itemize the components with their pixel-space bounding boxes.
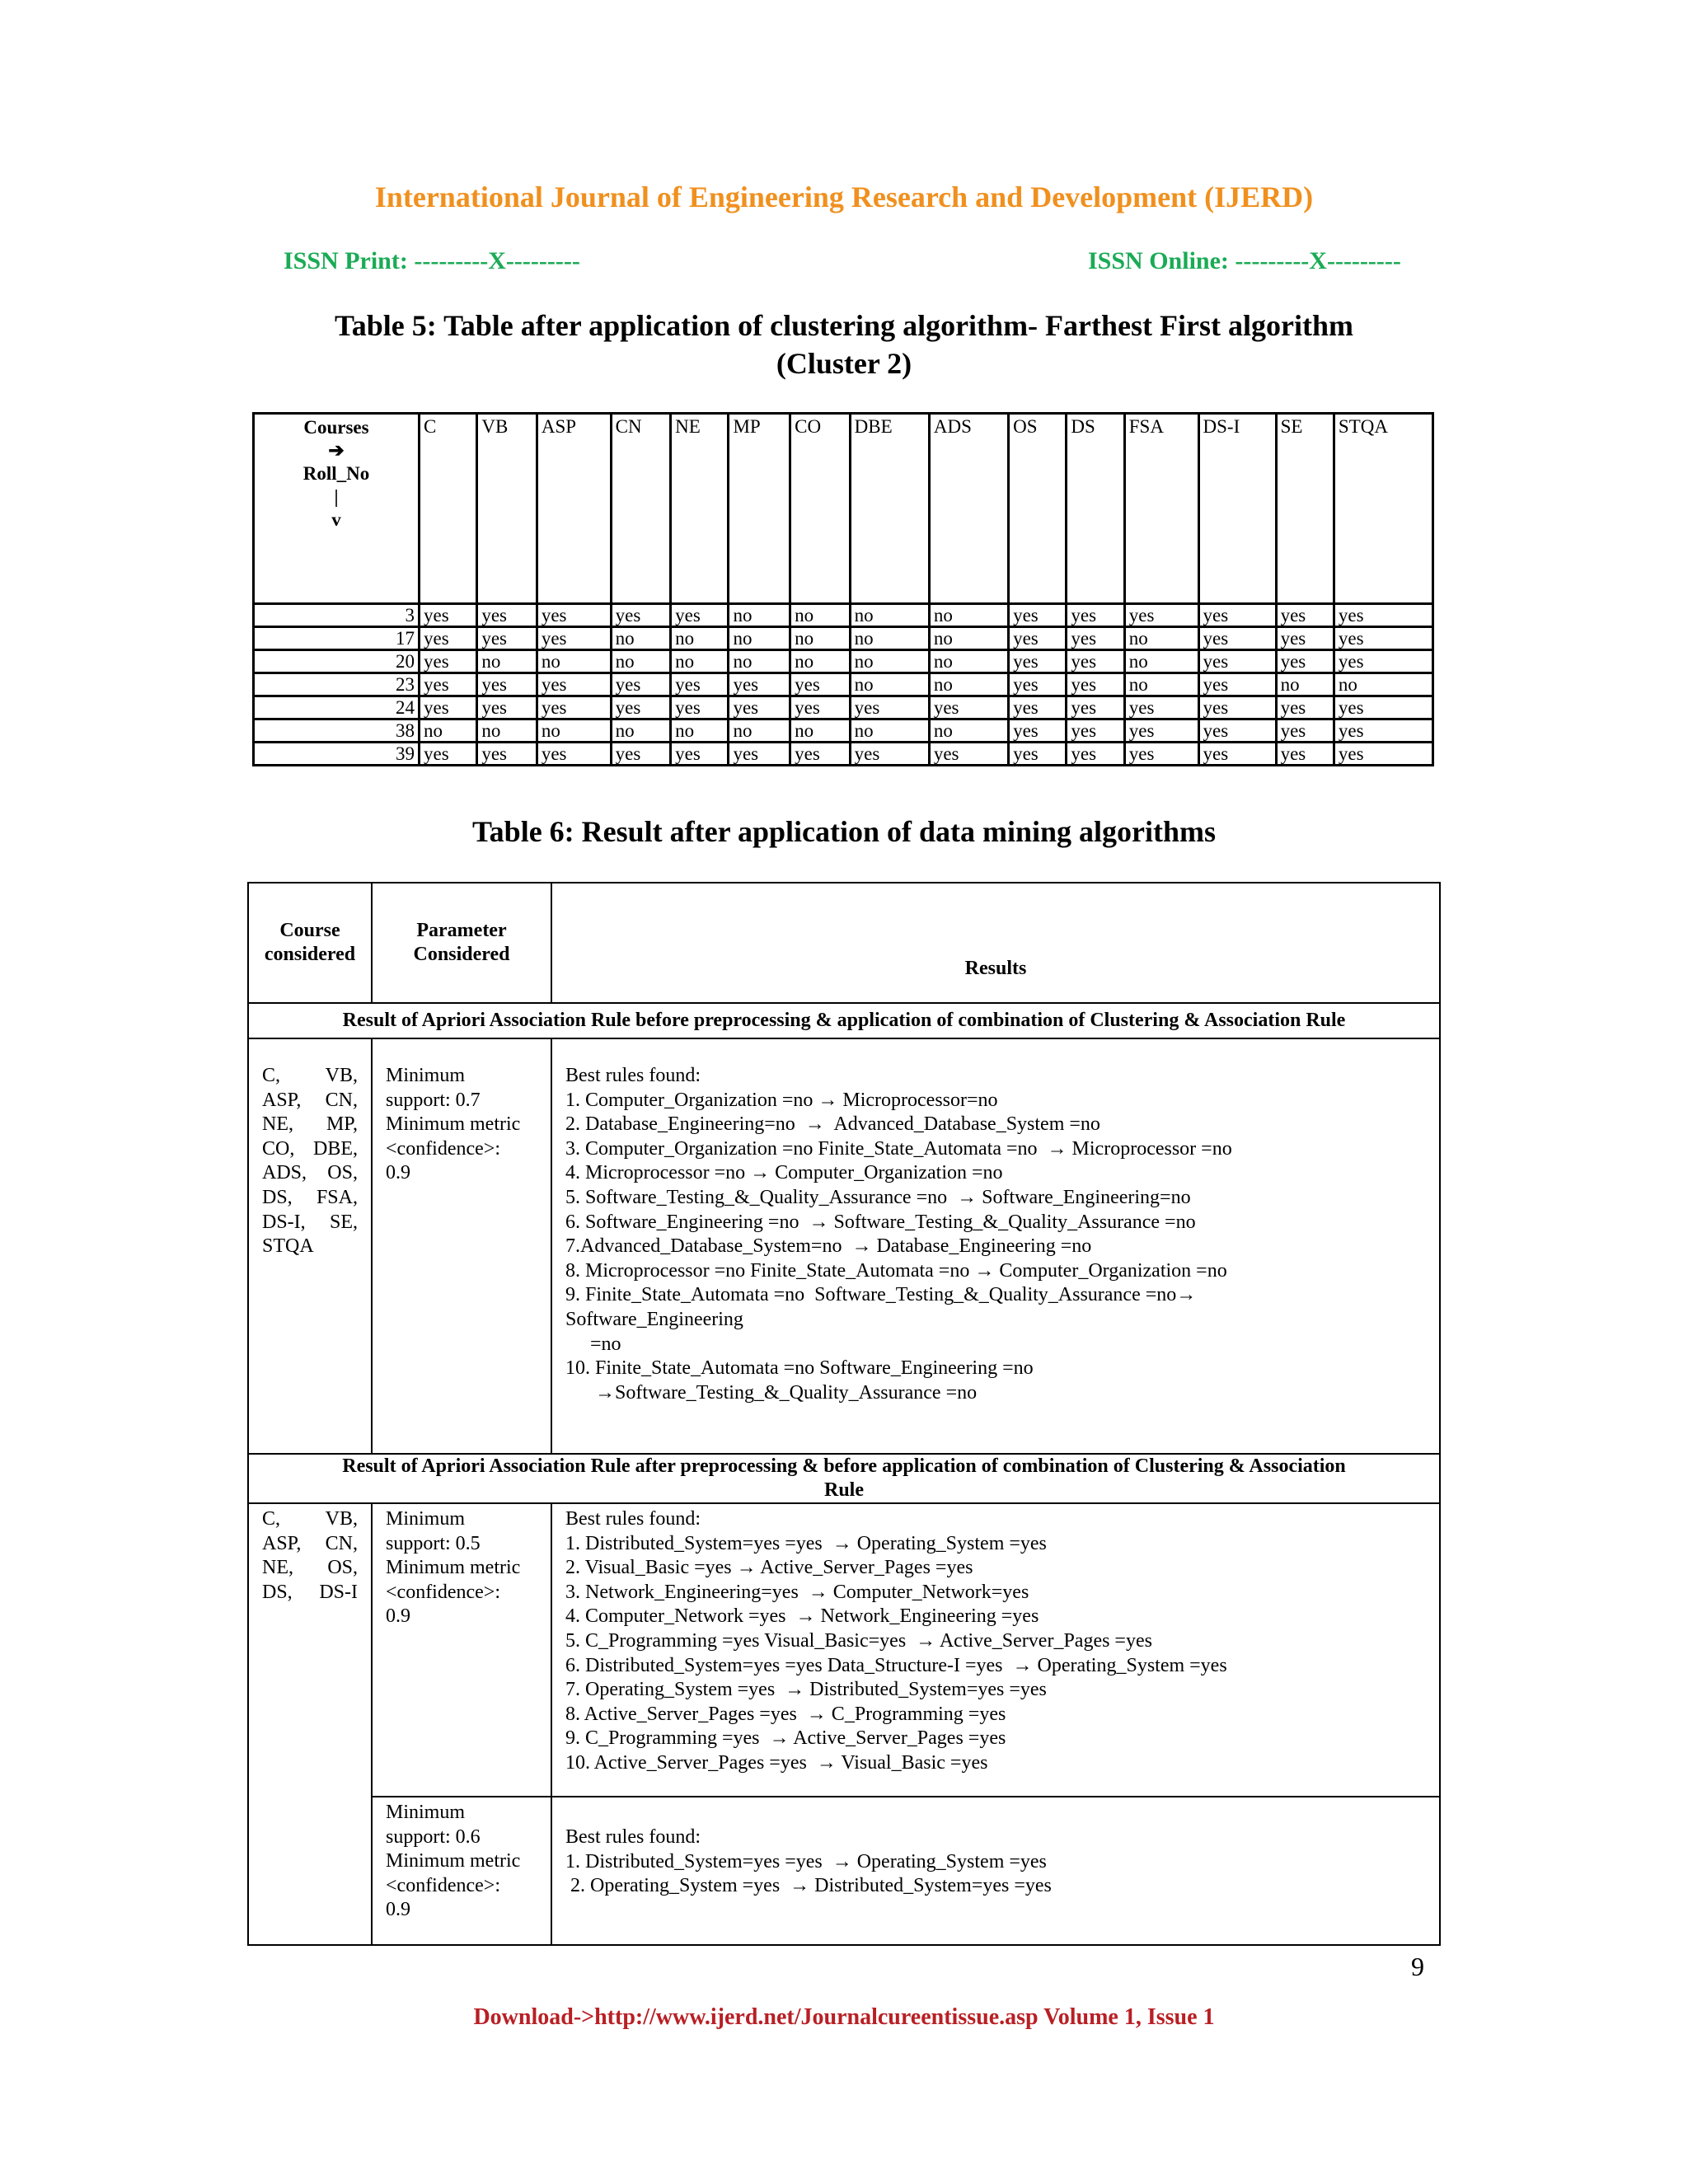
table-cell: no xyxy=(929,627,1008,650)
param-header-line2: Considered xyxy=(413,944,510,965)
section2-row-b xyxy=(248,1797,1440,1945)
table-cell: yes xyxy=(671,604,729,627)
table-cell: yes xyxy=(1198,673,1276,696)
table-cell: yes xyxy=(1067,650,1124,673)
table-cell: no xyxy=(477,650,537,673)
table-cell: no xyxy=(1124,673,1198,696)
section2-title-line2: Rule xyxy=(824,1479,864,1501)
table-cell: yes xyxy=(420,604,477,627)
text-line: <confidence>: xyxy=(386,1874,501,1896)
text-line: 7. Operating_System =yes → Distributed_System=yes =yes xyxy=(565,1679,1047,1701)
table-cell: yes xyxy=(1198,650,1276,673)
text-line: ADS, OS, xyxy=(262,1162,358,1184)
table-cell: no xyxy=(477,719,537,743)
table-cell: yes xyxy=(729,696,790,719)
text-line: Minimum xyxy=(386,1508,466,1530)
text-line: DS, DS-I xyxy=(262,1581,358,1603)
text-line: ASP, CN, xyxy=(262,1089,358,1111)
table-cell: yes xyxy=(850,696,929,719)
table5-col-header-ne: NE xyxy=(671,414,729,604)
param-header-line1: Parameter xyxy=(416,920,507,941)
table-cell: yes xyxy=(1067,673,1124,696)
table-cell: yes xyxy=(671,696,729,719)
table5-col-header-asp: ASP xyxy=(537,414,611,604)
table-cell: yes xyxy=(790,673,851,696)
table5-col-header-se: SE xyxy=(1276,414,1334,604)
text-line: Best rules found: xyxy=(565,1065,701,1086)
table-cell: yes xyxy=(1276,719,1334,743)
table-cell: yes xyxy=(1334,743,1432,766)
table-cell: yes xyxy=(477,673,537,696)
text-line: 1. Distributed_System=yes =yes → Operating_System =yes xyxy=(565,1532,1047,1554)
table-cell: no xyxy=(729,719,790,743)
section2-title-line1: Result of Apriori Association Rule after preprocessing & before application of combination of Clustering & Association xyxy=(342,1455,1346,1477)
text-line: 9. C_Programming =yes → Active_Server_Pages =yes xyxy=(565,1727,1006,1750)
course-considered-header xyxy=(248,883,372,1003)
table-cell: yes xyxy=(1276,650,1334,673)
table-cell: no xyxy=(929,650,1008,673)
section2-title xyxy=(248,1454,1440,1503)
text-line: Best rules found: xyxy=(565,1508,701,1530)
section2-results-a xyxy=(551,1503,1440,1797)
table-cell: no xyxy=(537,650,611,673)
arrow-right-icon: ➔ xyxy=(328,440,345,461)
table-cell: yes xyxy=(1276,627,1334,650)
section2-results-b xyxy=(551,1797,1440,1945)
roll-no-cell: 23 xyxy=(254,673,420,696)
table-row xyxy=(254,743,1433,766)
table-cell: no xyxy=(537,719,611,743)
table-cell: no xyxy=(929,604,1008,627)
table-cell: no xyxy=(611,719,671,743)
text-line: support: 0.6 xyxy=(386,1825,481,1848)
table-cell: no xyxy=(790,650,851,673)
section1-parameters xyxy=(372,1038,551,1454)
table-cell: yes xyxy=(1198,627,1276,650)
text-line: support: 0.7 xyxy=(386,1089,481,1111)
table-row xyxy=(254,627,1433,650)
table-cell: yes xyxy=(790,743,851,766)
table-cell: no xyxy=(729,604,790,627)
text-line: 10. Active_Server_Pages =yes → Visual_Basic =yes xyxy=(565,1751,988,1774)
table-cell: no xyxy=(790,604,851,627)
table-cell: yes xyxy=(420,650,477,673)
table-cell: yes xyxy=(1334,650,1432,673)
table-cell: yes xyxy=(477,696,537,719)
table-cell: no xyxy=(611,627,671,650)
table-cell: yes xyxy=(1198,696,1276,719)
text-line: 8. Microprocessor =no Finite_State_Automata =no → Computer_Organization =no xyxy=(565,1259,1227,1282)
table5-col-header-dbe: DBE xyxy=(850,414,929,604)
text-line: 2. Operating_System =yes → Distributed_System=yes =yes xyxy=(565,1875,1052,1897)
text-line: CO, DBE, xyxy=(262,1137,358,1160)
corner-roll-no-label: Roll_No xyxy=(302,463,370,484)
table-cell: no xyxy=(729,650,790,673)
table-cell: yes xyxy=(1124,696,1198,719)
table-cell: yes xyxy=(1334,719,1432,743)
table5-col-header-vb: VB xyxy=(477,414,537,604)
table-cell: no xyxy=(929,673,1008,696)
text-line: support: 0.5 xyxy=(386,1532,481,1554)
table-cell: yes xyxy=(611,696,671,719)
section1-courses xyxy=(248,1038,372,1454)
text-line: STQA xyxy=(262,1235,314,1258)
table-cell: yes xyxy=(1067,627,1124,650)
roll-no-cell: 17 xyxy=(254,627,420,650)
text-line: 2. Database_Engineering=no → Advanced_Database_System =no xyxy=(565,1113,1100,1136)
table6 xyxy=(247,882,1441,1946)
table-cell: yes xyxy=(1124,719,1198,743)
roll-no-cell: 24 xyxy=(254,696,420,719)
text-line: Minimum metric xyxy=(386,1557,521,1579)
text-line: 6. Distributed_System=yes =yes Data_Structure-I =yes → Operating_System =yes xyxy=(565,1654,1227,1676)
table-cell: yes xyxy=(537,627,611,650)
text-line: 7.Advanced_Database_System=no → Database_Engineering =no xyxy=(565,1235,1092,1258)
table-cell: yes xyxy=(477,627,537,650)
table-cell: yes xyxy=(1009,604,1067,627)
table-cell: yes xyxy=(929,696,1008,719)
table5-col-header-os: OS xyxy=(1009,414,1067,604)
table-cell: no xyxy=(929,719,1008,743)
text-line: 3. Computer_Organization =no Finite_State_Automata =no → Microprocessor =no xyxy=(565,1137,1232,1160)
table-cell: yes xyxy=(1067,719,1124,743)
table-cell: yes xyxy=(1334,696,1432,719)
table-cell: yes xyxy=(477,743,537,766)
table-cell: yes xyxy=(1009,627,1067,650)
table-cell: yes xyxy=(477,604,537,627)
table6-caption: Table 6: Result after application of data mining algorithms xyxy=(471,815,1217,848)
table-cell: yes xyxy=(729,743,790,766)
table-cell: yes xyxy=(1067,743,1124,766)
table5 xyxy=(252,412,1434,766)
corner-bar-glyph: | xyxy=(334,486,339,507)
table-cell: yes xyxy=(671,743,729,766)
table-cell: no xyxy=(850,673,929,696)
table-cell: yes xyxy=(1009,719,1067,743)
table-cell: yes xyxy=(1198,719,1276,743)
roll-no-cell: 3 xyxy=(254,604,420,627)
table-cell: yes xyxy=(1124,743,1198,766)
text-line: DS-I, SE, xyxy=(262,1211,358,1233)
table-cell: yes xyxy=(1334,627,1432,650)
table-cell: yes xyxy=(537,604,611,627)
section1-results xyxy=(551,1038,1440,1454)
text-line: Minimum xyxy=(386,1065,466,1086)
table-row xyxy=(254,604,1433,627)
roll-no-cell: 39 xyxy=(254,743,420,766)
table-cell: yes xyxy=(1067,696,1124,719)
text-line: Software_Engineering xyxy=(565,1308,743,1330)
table-cell: yes xyxy=(1198,604,1276,627)
table-cell: yes xyxy=(1124,604,1198,627)
table-cell: yes xyxy=(1009,673,1067,696)
text-line: 4. Microprocessor =no → Computer_Organization =no xyxy=(565,1162,1003,1184)
text-line: 2. Visual_Basic =yes → Active_Server_Pages =yes xyxy=(565,1557,973,1579)
table-cell: yes xyxy=(790,696,851,719)
table-cell: no xyxy=(850,719,929,743)
table-cell: yes xyxy=(671,673,729,696)
text-line: 6. Software_Engineering =no → Software_Testing_&_Quality_Assurance =no xyxy=(565,1211,1196,1233)
text-line: 5. Software_Testing_&_Quality_Assurance =no → Software_Engineering=no xyxy=(565,1186,1191,1208)
issn-print: ISSN Print: ---------X--------- xyxy=(284,247,580,274)
table-cell: no xyxy=(671,650,729,673)
roll-no-cell: 38 xyxy=(254,719,420,743)
table-cell: no xyxy=(850,604,929,627)
table5-col-header-cn: CN xyxy=(611,414,671,604)
text-line: =no xyxy=(565,1333,621,1355)
text-line: 0.9 xyxy=(386,1605,410,1628)
text-line: 3. Network_Engineering=yes → Computer_Network=yes xyxy=(565,1581,1029,1603)
table-cell: yes xyxy=(1067,604,1124,627)
table5-col-header-c: C xyxy=(420,414,477,604)
table-row xyxy=(254,719,1433,743)
table-cell: yes xyxy=(611,743,671,766)
table-cell: no xyxy=(1124,650,1198,673)
table-row xyxy=(254,650,1433,673)
text-line: 5. C_Programming =yes Visual_Basic=yes → Active_Server_Pages =yes xyxy=(565,1629,1152,1652)
section2-courses xyxy=(248,1503,372,1945)
section1-row xyxy=(248,1038,1440,1454)
table-cell: no xyxy=(850,650,929,673)
text-line: 0.9 xyxy=(386,1899,410,1921)
text-line: ASP, CN, xyxy=(262,1532,358,1554)
text-line: Best rules found: xyxy=(565,1826,701,1848)
text-line: C, VB, xyxy=(262,1065,358,1086)
table5-body xyxy=(254,604,1433,766)
text-line: Minimum metric xyxy=(386,1113,521,1136)
text-line: Minimum xyxy=(386,1802,466,1823)
course-header-line1: Course xyxy=(279,920,340,941)
table5-col-header-stqa: STQA xyxy=(1334,414,1432,604)
table-cell: no xyxy=(790,719,851,743)
table-cell: yes xyxy=(611,604,671,627)
table-cell: no xyxy=(611,650,671,673)
text-line: C, VB, xyxy=(262,1508,358,1530)
table-cell: yes xyxy=(420,627,477,650)
table-cell: no xyxy=(1276,673,1334,696)
text-line: <confidence>: xyxy=(386,1581,501,1603)
text-line: 10. Finite_State_Automata =no Software_Engineering =no xyxy=(565,1357,1034,1380)
table-cell: yes xyxy=(850,743,929,766)
table-cell: yes xyxy=(1276,604,1334,627)
table5-col-header-co: CO xyxy=(790,414,851,604)
table-cell: yes xyxy=(537,743,611,766)
table-cell: yes xyxy=(1009,696,1067,719)
text-line: 1. Distributed_System=yes =yes → Operating_System =yes xyxy=(565,1850,1047,1872)
section1-title: Result of Apriori Association Rule before preprocessing & application of combination of Clustering & Association Rule xyxy=(248,1003,1440,1038)
roll-no-cell: 20 xyxy=(254,650,420,673)
text-line: NE, OS, xyxy=(262,1557,358,1579)
text-line: →Software_Testing_&_Quality_Assurance =no xyxy=(565,1381,978,1404)
results-header: Results xyxy=(551,883,1440,1003)
table-cell: yes xyxy=(420,696,477,719)
table5-col-header-ds: DS xyxy=(1067,414,1124,604)
text-line: <confidence>: xyxy=(386,1137,501,1160)
table-cell: yes xyxy=(537,696,611,719)
table-cell: no xyxy=(1124,627,1198,650)
table-cell: no xyxy=(1334,673,1432,696)
section1-title-row xyxy=(248,1003,1440,1038)
section2-title-row xyxy=(248,1454,1440,1503)
table-cell: no xyxy=(850,627,929,650)
table-cell: yes xyxy=(611,673,671,696)
course-header-line2: considered xyxy=(264,944,356,965)
parameter-considered-header xyxy=(372,883,551,1003)
journal-title: International Journal of Engineering Research and Development (IJERD) xyxy=(374,180,1314,213)
table-cell: no xyxy=(671,627,729,650)
page-number: 9 xyxy=(1411,1952,1424,1981)
text-line: 0.9 xyxy=(386,1162,410,1184)
table-cell: yes xyxy=(929,743,1008,766)
table-cell: yes xyxy=(729,673,790,696)
section2-parameters-a xyxy=(372,1503,551,1797)
table6-header-row xyxy=(248,883,1440,1003)
text-line: 1. Computer_Organization =no → Microprocessor=no xyxy=(565,1089,998,1111)
table-cell: no xyxy=(671,719,729,743)
table-cell: yes xyxy=(1198,743,1276,766)
table-cell: no xyxy=(420,719,477,743)
table-cell: yes xyxy=(1334,604,1432,627)
table5-col-header-ads: ADS xyxy=(929,414,1008,604)
table-row xyxy=(254,673,1433,696)
table5-header-row xyxy=(254,414,1433,604)
table-cell: yes xyxy=(537,673,611,696)
table5-col-header-ds-i: DS-I xyxy=(1198,414,1276,604)
table5-caption-line1: Table 5: Table after application of clustering algorithm- Farthest First algorithm xyxy=(335,309,1353,342)
table5-corner-header xyxy=(254,414,420,604)
text-line: 8. Active_Server_Pages =yes → C_Programming =yes xyxy=(565,1703,1006,1725)
footer-download-link: Download->http://www.ijerd.net/Journalcureentissue.asp Volume 1, Issue 1 xyxy=(473,2004,1215,2030)
text-line: Minimum metric xyxy=(386,1850,521,1872)
table-cell: yes xyxy=(1276,696,1334,719)
table-cell: yes xyxy=(420,673,477,696)
text-line: 4. Computer_Network =yes → Network_Engineering =yes xyxy=(565,1605,1039,1628)
section2-row-a xyxy=(248,1503,1440,1797)
issn-online: ISSN Online: ---------X--------- xyxy=(1088,247,1401,274)
table5-caption xyxy=(0,307,1688,382)
table-cell: yes xyxy=(1009,743,1067,766)
table-cell: yes xyxy=(1276,743,1334,766)
arrow-down-icon: v xyxy=(331,509,341,530)
table-row xyxy=(254,696,1433,719)
table-cell: yes xyxy=(1009,650,1067,673)
text-line: DS, FSA, xyxy=(262,1186,358,1208)
text-line: NE, MP, xyxy=(262,1113,358,1136)
table5-caption-line2: (Cluster 2) xyxy=(776,347,912,380)
table5-col-header-mp: MP xyxy=(729,414,790,604)
section2-parameters-b xyxy=(372,1797,551,1945)
table5-col-header-fsa: FSA xyxy=(1124,414,1198,604)
corner-courses-label: Courses xyxy=(303,417,369,438)
table-cell: no xyxy=(790,627,851,650)
text-line: 9. Finite_State_Automata =no Software_Testing_&_Quality_Assurance =no→ xyxy=(565,1284,1197,1306)
table-cell: yes xyxy=(420,743,477,766)
table-cell: no xyxy=(729,627,790,650)
